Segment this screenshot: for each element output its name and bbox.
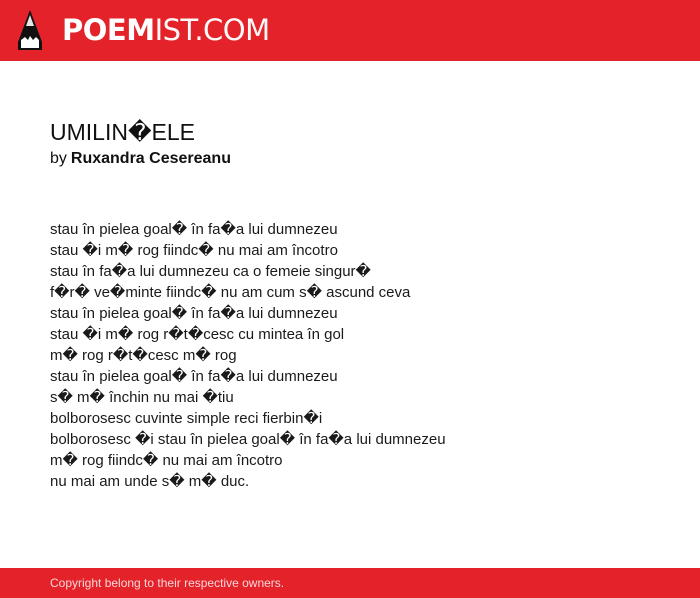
site-logo-text[interactable] xyxy=(62,13,270,47)
poem-line: stau �i m� rog fiindc� nu mai am încotro xyxy=(50,242,338,259)
poem-title: UMILIN�ELE xyxy=(50,119,196,145)
site-header xyxy=(0,0,700,61)
pencil-tip-icon[interactable] xyxy=(17,9,43,52)
byline xyxy=(50,149,231,169)
poem-line: stau în pielea goal� în fa�a lui dumnezeu xyxy=(50,305,338,322)
brand-light: IST.COM xyxy=(154,13,270,47)
by-label: by xyxy=(50,150,67,167)
poem-line: f�r� ve�minte fiindc� nu am cum s� ascund ceva xyxy=(50,284,411,301)
poem-line: stau �i m� rog r�t�cesc cu mintea în gol xyxy=(50,326,345,343)
poem-line: m� rog fiindc� nu mai am încotro xyxy=(50,452,283,469)
poem-body xyxy=(50,219,446,492)
poem-line: nu mai am unde s� m� duc. xyxy=(50,473,250,490)
brand-bold: POEM xyxy=(62,13,155,47)
site-footer xyxy=(0,568,700,598)
poem-line: m� rog r�t�cesc m� rog xyxy=(50,347,237,364)
poem-line: s� m� închin nu mai �tiu xyxy=(50,389,234,406)
author-name[interactable]: Ruxandra Cesereanu xyxy=(70,150,231,167)
copyright-notice: Copyright belong to their respective owners. xyxy=(50,576,285,590)
poem-line: stau în fa�a lui dumnezeu ca o femeie singur� xyxy=(50,263,371,280)
poem-line: stau în pielea goal� în fa�a lui dumnezeu xyxy=(50,221,338,238)
poem-line: bolborosesc �i stau în pielea goal� în fa�a lui dumnezeu xyxy=(50,431,446,448)
poem-line: bolborosesc cuvinte simple reci fierbin�i xyxy=(50,410,323,427)
poem-line: stau în pielea goal� în fa�a lui dumnezeu xyxy=(50,368,338,385)
